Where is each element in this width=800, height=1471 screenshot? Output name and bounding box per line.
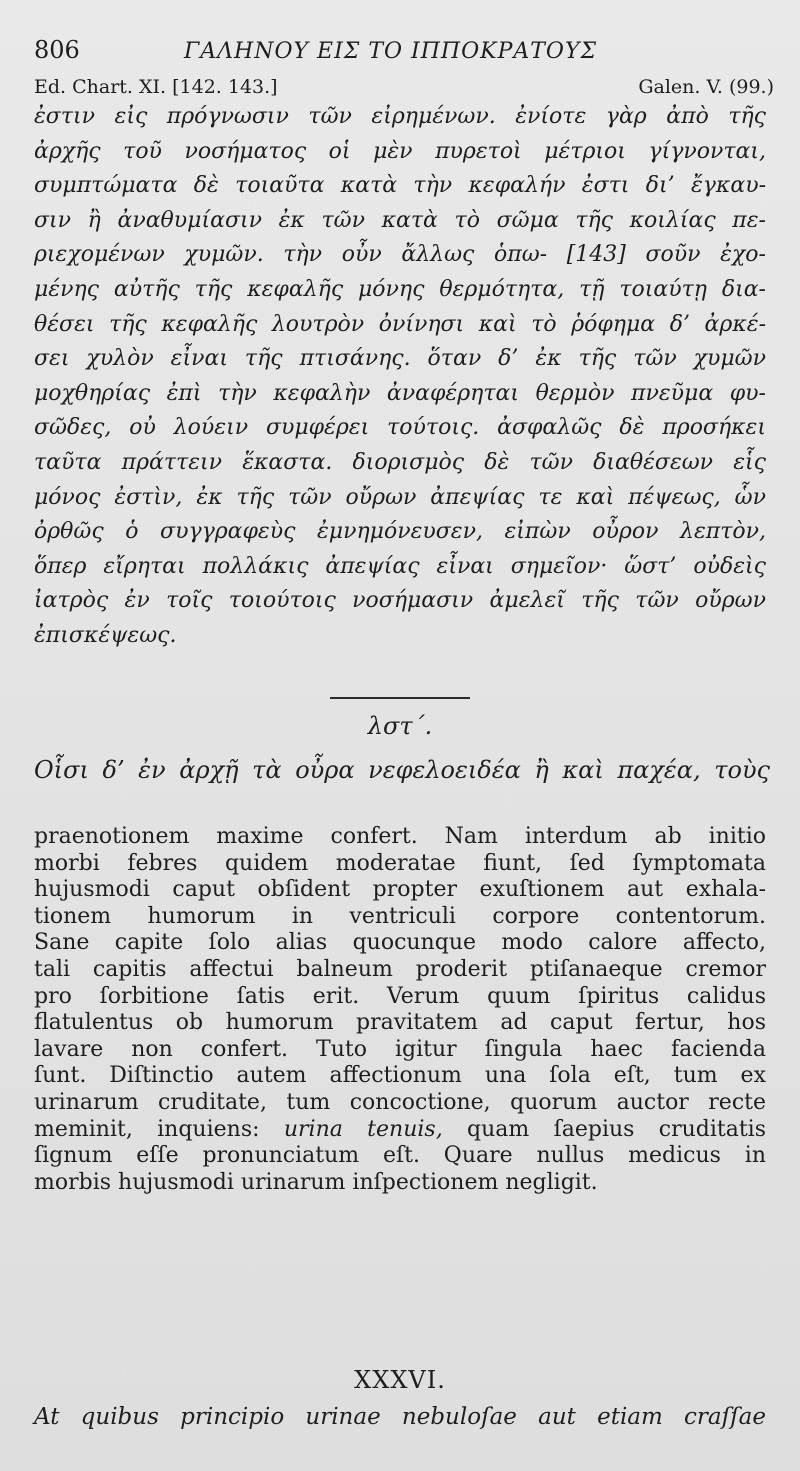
greek-line: ἐπισκέψεως. [34, 622, 177, 648]
section-divider-rule [330, 697, 470, 699]
greek-line: μόνος ἐστὶν, ἐκ τῆς τῶν οὔρων ἀπεψίας τε καὶ πέψεως, ὧν [34, 484, 766, 510]
latin-section-number: XXXVI. [354, 1366, 446, 1394]
latin-translation-text [34, 824, 766, 1196]
greek-line: σῶδες, οὐ λούειν συμφέρει τούτοις. ἀσφαλῶς δὲ προσήκει [34, 415, 766, 441]
latin-line: hujusmodi caput obſident propter exuſtionem aut exhala- [34, 877, 766, 903]
greek-line: μοχθηρίας ἐπὶ τὴν κεφαλὴν ἀναφέρηται θερμὸν πνεῦμα φυ- [34, 380, 766, 406]
edition-chartier-reference: Ed. Chart. XI. [142. 143.] [34, 76, 278, 98]
latin-line: ſunt. Diſtinctio autem affectionum una ſola eſt, tum ex [34, 1063, 766, 1089]
latin-aphorism-line: At quibus principio urinae nebuloſae aut etiam craſſae [34, 1404, 766, 1430]
greek-aphorism [34, 754, 770, 786]
greek-section-number: λστ΄. [367, 712, 433, 740]
page-number: 806 [34, 36, 80, 64]
latin-line: pro ſorbitione ſatis erit. Verum quum ſpiritus calidus [34, 983, 766, 1009]
greek-line: ταῦτα πράττειν ἕκαστα. διορισμὸς δὲ τῶν διαθέσεων εἷς [34, 449, 766, 475]
greek-line: ἐστιν εἰς πρόγνωσιν τῶν εἰρημένων. ἐνίοτε γὰρ ἀπὸ τῆς [34, 104, 766, 129]
greek-line: ὅπερ εἴρηται πολλάκις ἀπεψίας εἶναι σημεῖον· ὥστ’ οὐδεὶς [34, 553, 766, 579]
greek-commentary-text [34, 100, 766, 654]
latin-line: Sane capite ſolo alias quocunque modo calore affecto, [34, 930, 766, 956]
quoted-phrase: urina tenuis, [283, 1116, 443, 1142]
greek-line: ἀρχῆς τοῦ νοσήματος οἱ μὲν πυρετοὶ μέτριοι γίγνονται, [34, 138, 766, 164]
latin-line: praenotionem maxime confert. Nam interdum ab initio [34, 824, 766, 849]
greek-line: μένης αὐτῆς τῆς κεφαλῆς μόνης θερμότητα, τῇ τοιαύτῃ δια- [34, 276, 766, 302]
greek-line: συμπτώματα δὲ τοιαῦτα κατὰ τὴν κεφαλήν ἐστι δι’ ἔγκαυ- [34, 173, 766, 199]
greek-line: σει χυλὸν εἶναι τῆς πτισάνης. ὅταν δ’ ἐκ τῆς τῶν χυμῶν [34, 346, 766, 372]
latin-line: lavare non confert. Tuto igitur ſingula haec facienda [34, 1036, 766, 1062]
latin-line: morbis hujusmodi urinarum inſpectionem negligit. [34, 1169, 598, 1195]
latin-line-tail: quam ſaepius cruditatis [467, 1116, 766, 1142]
latin-line: flatulentus ob humorum pravitatem ad caput fertur, hos [34, 1010, 766, 1036]
running-title: ΓΑΛΗΝΟΥ ΕΙΣ ΤΟ ΙΠΠΟΚΡΑΤΟΥΣ [184, 39, 598, 64]
latin-line: urinarum cruditate, tum concoctione, quorum auctor recte [34, 1089, 766, 1115]
greek-aphorism-line: Οἷσι δ’ ἐν ἀρχῇ τὰ οὖρα νεφελοειδέα ἢ καὶ παχέα, τοὺς [34, 756, 770, 784]
latin-line: morbi febres quidem moderatae fiunt, ſed ſymptomata [34, 850, 766, 876]
greek-line: θέσει τῆς κεφαλῆς λουτρὸν ὀνίνησι καὶ τὸ ῥόφημα δ’ ἀρκέ- [34, 311, 766, 337]
latin-line: tali capitis affectui balneum proderit ptiſanaeque cremor [34, 956, 766, 982]
greek-line: ὀρθῶς ὁ συγγραφεὺς ἐμνημόνευσεν, εἰπὼν οὖρον λεπτὸν, [34, 519, 766, 545]
edition-galen-reference: Galen. V. (99.) [638, 76, 774, 98]
latin-line: tionem humorum in ventriculi corpore contentorum. [34, 903, 766, 929]
page-header [34, 36, 774, 72]
latin-aphorism [34, 1402, 766, 1432]
greek-line: σιν ἢ ἀναθυμίασιν ἐκ τῶν κατὰ τὸ σῶμα τῆς κοιλίας πε- [34, 207, 766, 233]
latin-line-lead: meminit, inquiens: [34, 1116, 260, 1142]
latin-line: ſignum eſſe pronunciatum eſt. Quare nullus medicus in [34, 1143, 766, 1169]
greek-line: ἰατρὸς ἐν τοῖς τοιούτοις νοσήμασιν ἀμελεῖ τῆς τῶν οὔρων [34, 588, 766, 614]
greek-line: ριεχομένων χυμῶν. τὴν οὖν ἄλλως ὁπω- [143] σοῦν ἐχο- [34, 242, 766, 268]
latin-line-quotation [34, 1117, 766, 1144]
